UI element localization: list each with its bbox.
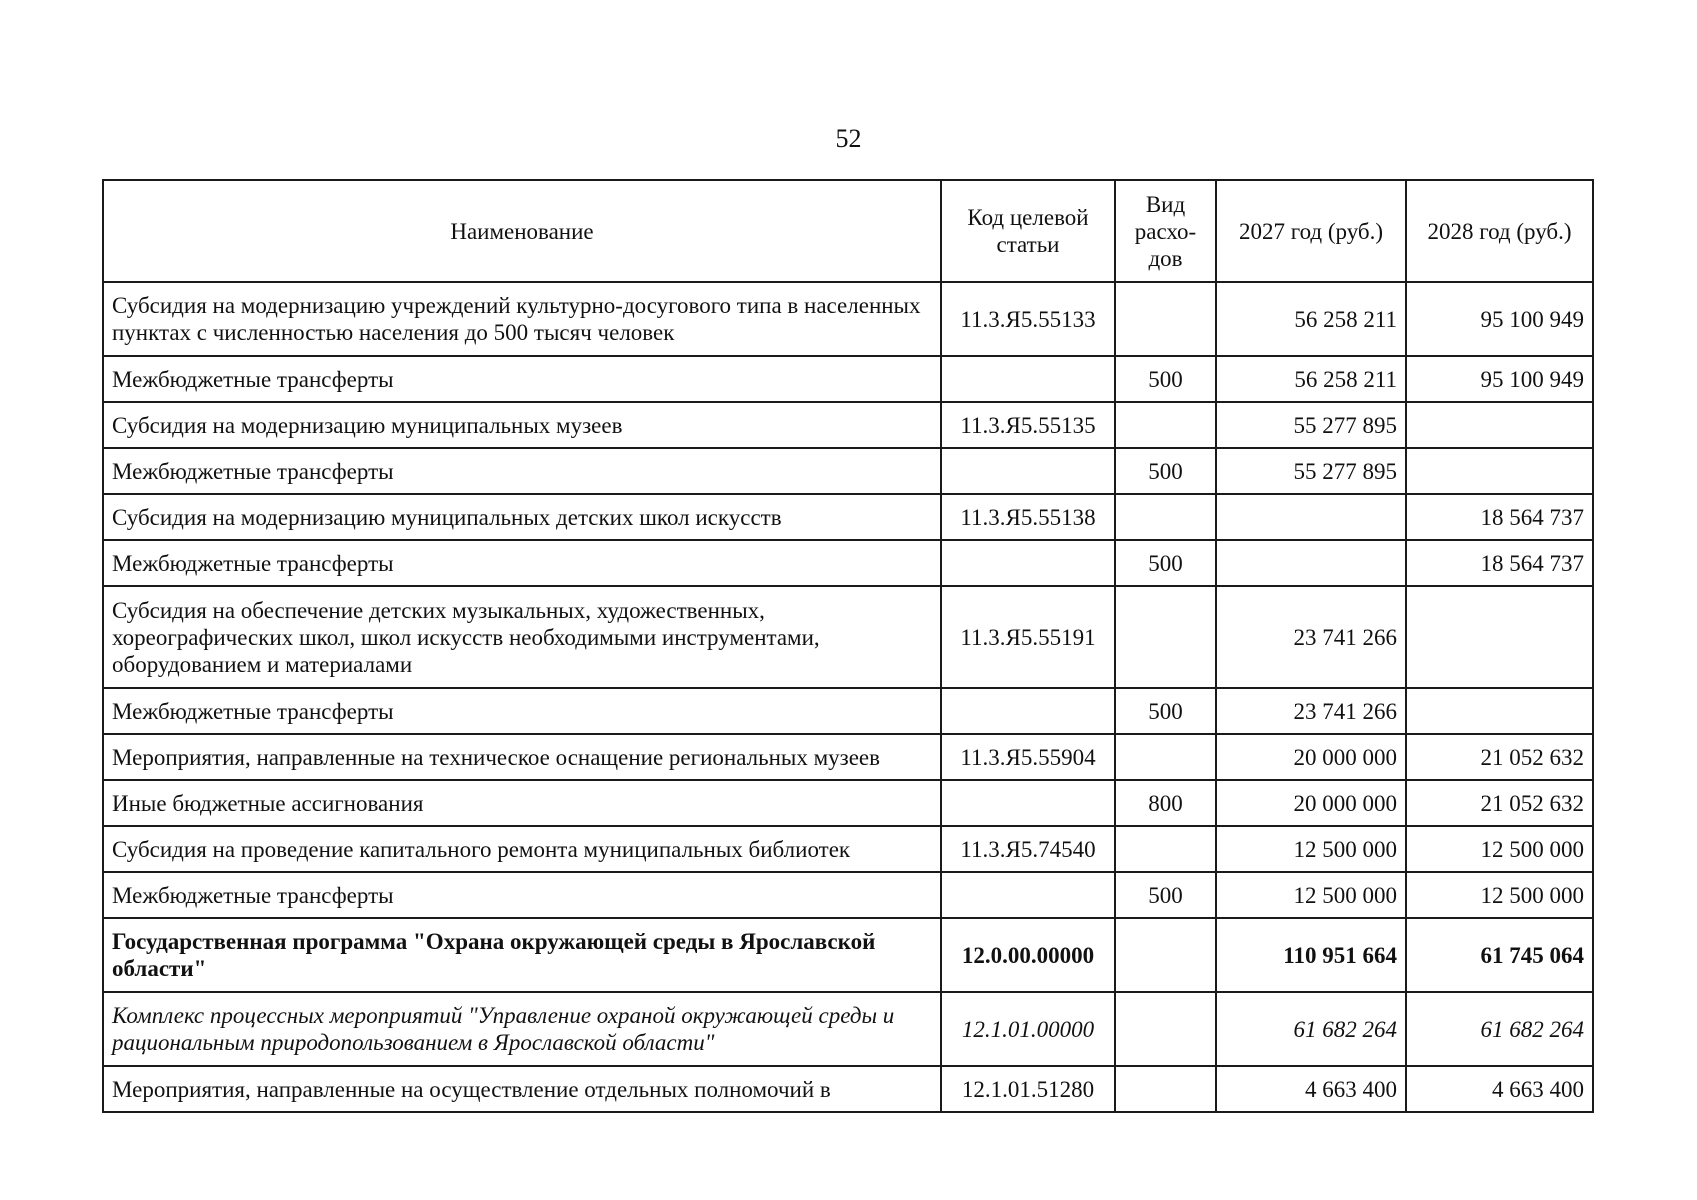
row-code: 11.3.Я5.74540	[941, 826, 1115, 872]
row-2027	[1216, 494, 1406, 540]
table-row	[103, 872, 1593, 918]
header-code: Код целевой статьи	[941, 180, 1115, 282]
row-2028: 21 052 632	[1406, 780, 1593, 826]
table-row	[103, 402, 1593, 448]
row-name: Комплекс процессных мероприятий "Управление охраной окружающей среды и рациональным природопользованием в Ярославской области"	[103, 992, 941, 1066]
row-2028: 95 100 949	[1406, 356, 1593, 402]
table-row	[103, 356, 1593, 402]
row-2028: 12 500 000	[1406, 826, 1593, 872]
row-code: 11.3.Я5.55135	[941, 402, 1115, 448]
row-2027: 56 258 211	[1216, 282, 1406, 356]
table-row-program	[103, 918, 1593, 992]
row-2027: 23 741 266	[1216, 586, 1406, 688]
row-kind: 500	[1115, 356, 1216, 402]
row-2028: 18 564 737	[1406, 494, 1593, 540]
row-2027: 110 951 664	[1216, 918, 1406, 992]
row-2027: 61 682 264	[1216, 992, 1406, 1066]
row-name: Межбюджетные трансферты	[103, 872, 941, 918]
row-2028: 21 052 632	[1406, 734, 1593, 780]
table-row	[103, 282, 1593, 356]
header-2027: 2027 год (руб.)	[1216, 180, 1406, 282]
row-kind: 500	[1115, 540, 1216, 586]
row-name: Субсидия на модернизацию муниципальных детских школ искусств	[103, 494, 941, 540]
row-2027: 12 500 000	[1216, 872, 1406, 918]
row-2028	[1406, 586, 1593, 688]
row-code: 12.0.00.00000	[941, 918, 1115, 992]
row-2027: 55 277 895	[1216, 402, 1406, 448]
table-row	[103, 1066, 1593, 1112]
table-row	[103, 734, 1593, 780]
row-name: Субсидия на модернизацию учреждений культурно-досугового типа в населенных пунктах с численностью населения до 500 тысяч человек	[103, 282, 941, 356]
table-header-row	[103, 180, 1593, 282]
row-name: Субсидия на обеспечение детских музыкальных, художественных, хореографических школ, школ искусств необходимыми инструментами, оборудованием и материалами	[103, 586, 941, 688]
row-name: Государственная программа "Охрана окружающей среды в Ярославской области"	[103, 918, 941, 992]
table-row	[103, 540, 1593, 586]
row-2027: 12 500 000	[1216, 826, 1406, 872]
header-kind: Вид расхо-дов	[1115, 180, 1216, 282]
row-kind	[1115, 734, 1216, 780]
row-name: Межбюджетные трансферты	[103, 540, 941, 586]
row-code: 12.1.01.00000	[941, 992, 1115, 1066]
row-name: Мероприятия, направленные на техническое оснащение региональных музеев	[103, 734, 941, 780]
table-row-complex	[103, 992, 1593, 1066]
row-code: 11.3.Я5.55138	[941, 494, 1115, 540]
row-2027: 23 741 266	[1216, 688, 1406, 734]
row-code: 11.3.Я5.55191	[941, 586, 1115, 688]
table-row	[103, 688, 1593, 734]
row-name: Межбюджетные трансферты	[103, 356, 941, 402]
header-2028: 2028 год (руб.)	[1406, 180, 1593, 282]
row-2028	[1406, 448, 1593, 494]
row-code	[941, 448, 1115, 494]
row-2028: 4 663 400	[1406, 1066, 1593, 1112]
row-kind	[1115, 992, 1216, 1066]
row-name: Межбюджетные трансферты	[103, 688, 941, 734]
row-kind	[1115, 494, 1216, 540]
row-code	[941, 356, 1115, 402]
row-2028	[1406, 688, 1593, 734]
row-code: 11.3.Я5.55133	[941, 282, 1115, 356]
page-number: 52	[835, 124, 862, 153]
header-name: Наименование	[103, 180, 941, 282]
row-name: Межбюджетные трансферты	[103, 448, 941, 494]
row-kind	[1115, 826, 1216, 872]
row-kind: 500	[1115, 688, 1216, 734]
table-row	[103, 494, 1593, 540]
table-row	[103, 448, 1593, 494]
row-kind: 500	[1115, 448, 1216, 494]
row-2028	[1406, 402, 1593, 448]
row-2028: 61 745 064	[1406, 918, 1593, 992]
row-name: Субсидия на модернизацию муниципальных музеев	[103, 402, 941, 448]
row-code	[941, 540, 1115, 586]
row-2028: 95 100 949	[1406, 282, 1593, 356]
row-2028: 18 564 737	[1406, 540, 1593, 586]
row-2027: 55 277 895	[1216, 448, 1406, 494]
row-kind: 800	[1115, 780, 1216, 826]
row-name: Иные бюджетные ассигнования	[103, 780, 941, 826]
row-kind: 500	[1115, 872, 1216, 918]
row-name: Мероприятия, направленные на осуществление отдельных полномочий в	[103, 1066, 941, 1112]
row-code	[941, 780, 1115, 826]
row-2027: 20 000 000	[1216, 734, 1406, 780]
row-2027: 56 258 211	[1216, 356, 1406, 402]
row-2027	[1216, 540, 1406, 586]
row-kind	[1115, 1066, 1216, 1112]
row-name: Субсидия на проведение капитального ремонта муниципальных библиотек	[103, 826, 941, 872]
row-kind	[1115, 586, 1216, 688]
row-code	[941, 872, 1115, 918]
row-code: 12.1.01.51280	[941, 1066, 1115, 1112]
budget-table	[102, 179, 1594, 1113]
row-kind	[1115, 282, 1216, 356]
row-2028: 12 500 000	[1406, 872, 1593, 918]
row-kind	[1115, 918, 1216, 992]
row-2027: 4 663 400	[1216, 1066, 1406, 1112]
row-2028: 61 682 264	[1406, 992, 1593, 1066]
row-code: 11.3.Я5.55904	[941, 734, 1115, 780]
row-2027: 20 000 000	[1216, 780, 1406, 826]
row-code	[941, 688, 1115, 734]
table-row	[103, 780, 1593, 826]
row-kind	[1115, 402, 1216, 448]
table-row	[103, 586, 1593, 688]
table-row	[103, 826, 1593, 872]
